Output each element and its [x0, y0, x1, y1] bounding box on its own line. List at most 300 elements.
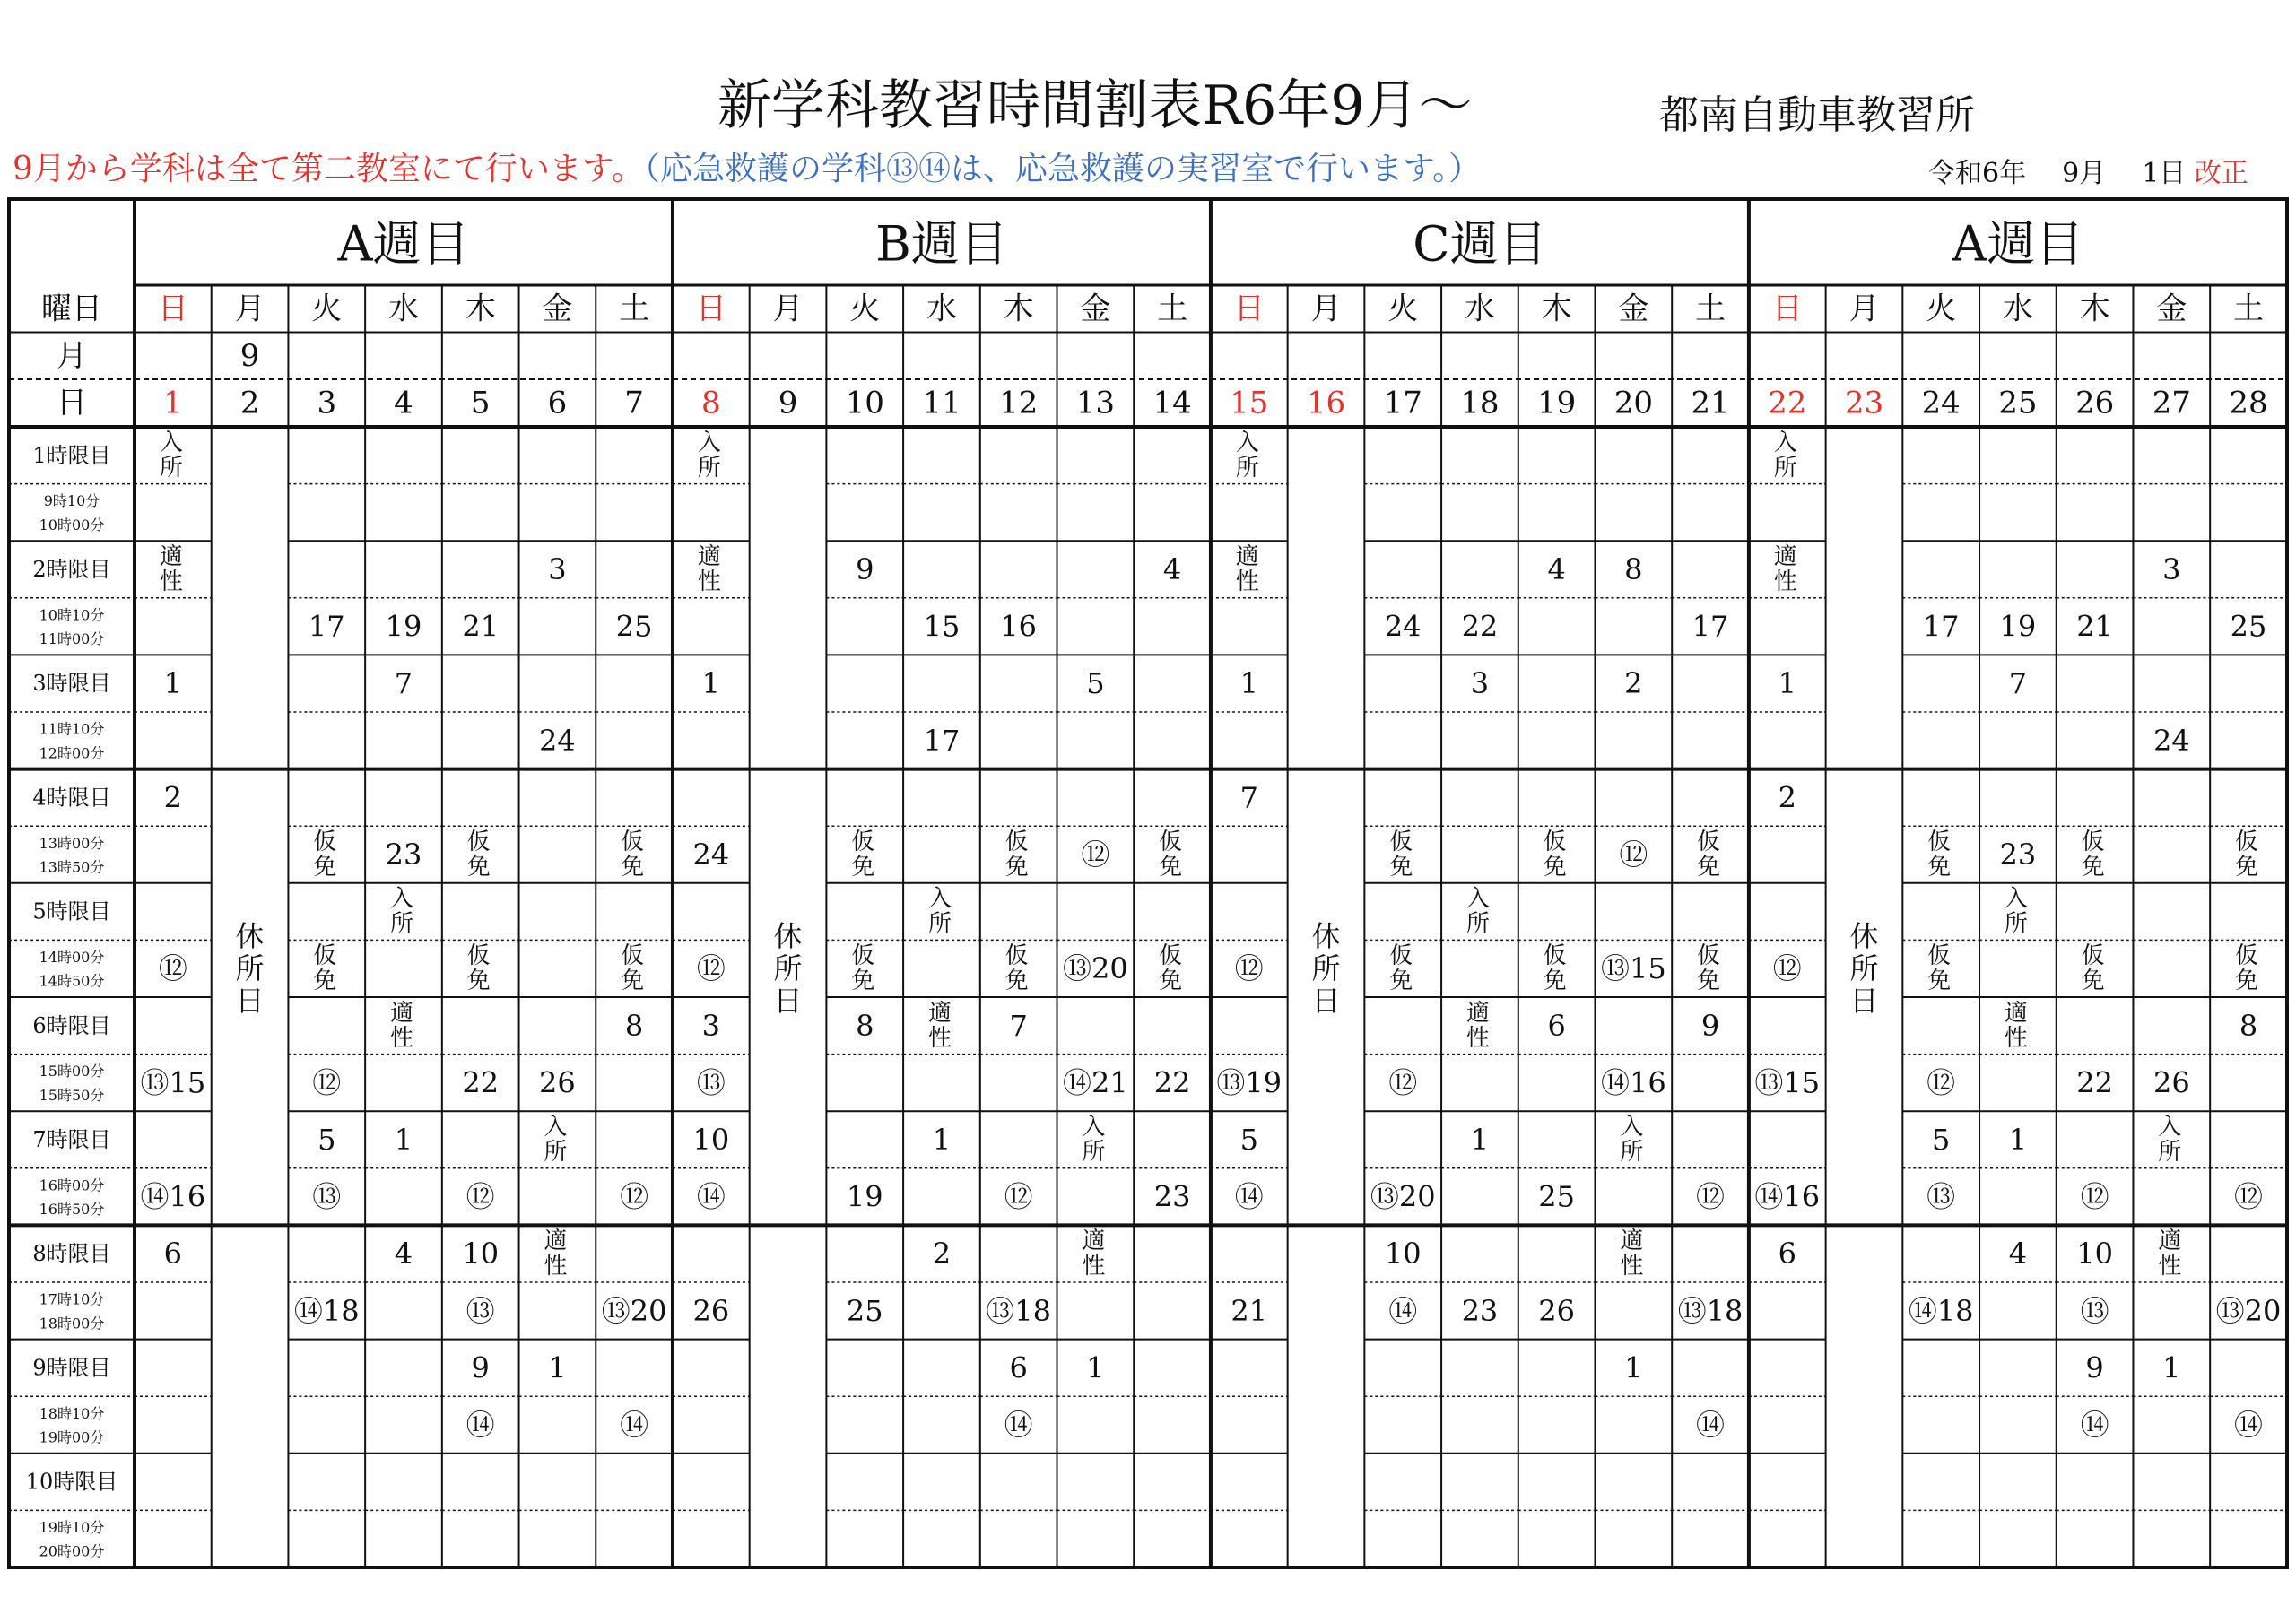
weekday-cell: 金 — [542, 291, 573, 327]
schedule-cell: ⑬18 — [986, 1293, 1052, 1328]
schedule-cell: 26 — [692, 1293, 730, 1328]
schedule-cell-stacked: 所 — [1082, 1139, 1106, 1166]
schedule-cell: 19 — [385, 609, 422, 644]
schedule-cell-stacked: 入 — [1235, 429, 1259, 456]
schedule-cell: 5 — [1239, 1123, 1258, 1157]
day-cell: 19 — [1537, 385, 1577, 421]
schedule-cell: 21 — [462, 609, 500, 644]
schedule-cell: ⑭16 — [1754, 1179, 1821, 1214]
period-start-time: 14時00分 — [39, 948, 105, 966]
schedule-cell: 10 — [462, 1237, 500, 1271]
schedule-cell: 3 — [1470, 666, 1490, 701]
schedule-cell-stacked: 仮 — [1697, 942, 1721, 970]
schedule-cell: ⑬15 — [140, 1065, 206, 1100]
schedule-cell-stacked: 入 — [927, 885, 952, 913]
closed-day-label: 日 — [773, 984, 803, 1019]
day-cell: 24 — [1921, 385, 1961, 421]
schedule-cell: ⑭ — [620, 1408, 649, 1442]
schedule-cell-stacked: 性 — [1235, 568, 1259, 595]
weekday-cell: 土 — [2233, 291, 2265, 327]
day-cell: 20 — [1613, 385, 1653, 421]
schedule-cell-stacked: 性 — [1465, 1024, 1490, 1052]
period-end-time: 10時00分 — [39, 516, 105, 534]
schedule-cell-stacked: 仮 — [621, 942, 645, 970]
day-cell: 27 — [2152, 385, 2191, 421]
schedule-cell-stacked: 免 — [1927, 968, 1952, 995]
schedule-cell: 1 — [163, 666, 183, 701]
page-title: 新学科教習時間割表R6年9月～ — [718, 74, 1473, 137]
schedule-cell: 7 — [1009, 1008, 1028, 1043]
revision-day: 1日 — [2142, 158, 2187, 189]
schedule-cell: 9 — [1700, 1008, 1720, 1043]
weekday-cell: 月 — [234, 291, 265, 327]
revision-era: 令和6年 — [1928, 158, 2027, 189]
day-row-label: 日 — [57, 385, 87, 421]
schedule-cell: ⑫ — [2080, 1179, 2109, 1214]
schedule-cell: 23 — [385, 838, 422, 872]
schedule-cell-stacked: 性 — [2004, 1024, 2028, 1052]
schedule-cell: 24 — [539, 723, 576, 758]
schedule-cell: ⑬20 — [1370, 1179, 1436, 1214]
schedule-cell: 1 — [1778, 666, 1796, 701]
schedule-cell-stacked: 適 — [159, 543, 183, 570]
schedule-cell-stacked: 仮 — [466, 942, 491, 970]
closed-day-label: 日 — [235, 984, 265, 1019]
schedule-cell: ⑭21 — [1063, 1065, 1128, 1100]
period-label: 4時限目 — [32, 785, 111, 811]
schedule-cell-stacked: 所 — [697, 454, 721, 482]
schedule-cell-stacked: 免 — [466, 968, 491, 995]
period-end-time: 18時00分 — [39, 1315, 105, 1332]
schedule-cell-stacked: 仮 — [851, 942, 875, 970]
day-cell: 13 — [1075, 385, 1116, 421]
schedule-cell-stacked: 適 — [927, 999, 952, 1027]
weekday-cell: 土 — [1695, 291, 1726, 327]
schedule-cell: 25 — [846, 1293, 883, 1328]
schedule-cell-stacked: 入 — [2004, 885, 2028, 913]
schedule-cell-stacked: 仮 — [2235, 829, 2259, 855]
day-cell: 2 — [239, 385, 260, 421]
schedule-cell-stacked: 免 — [2235, 854, 2259, 881]
weekday-cell: 月 — [1848, 291, 1880, 327]
schedule-cell: ⑫ — [620, 1179, 649, 1214]
schedule-cell-stacked: 仮 — [1543, 942, 1567, 970]
schedule-cell-stacked: 免 — [1927, 854, 1952, 881]
day-cell: 12 — [999, 385, 1039, 421]
schedule-cell-stacked: 仮 — [1004, 829, 1029, 855]
day-cell: 15 — [1230, 385, 1269, 421]
period-end-time: 13時50分 — [39, 858, 105, 876]
schedule-cell-stacked: 仮 — [1389, 942, 1413, 970]
schedule-cell: 21 — [2076, 609, 2113, 644]
schedule-cell-stacked: 仮 — [1004, 942, 1029, 970]
schedule-cell: 15 — [923, 609, 961, 644]
schedule-cell-stacked: 適 — [1620, 1228, 1644, 1255]
schedule-cell-stacked: 免 — [1159, 854, 1183, 881]
closed-day-label: 休 — [1849, 919, 1879, 954]
period-start-time: 11時10分 — [39, 720, 105, 738]
schedule-cell: 1 — [2162, 1350, 2181, 1385]
schedule-cell: ⑫ — [1772, 951, 1802, 986]
schedule-cell: 17 — [1922, 609, 1960, 644]
day-cell: 21 — [1691, 385, 1730, 421]
schedule-cell-stacked: 免 — [1389, 968, 1413, 995]
schedule-cell-stacked: 免 — [313, 854, 337, 881]
schedule-cell: 10 — [2076, 1237, 2113, 1271]
schedule-cell-stacked: 仮 — [1159, 829, 1183, 855]
schedule-cell: ⑭18 — [1908, 1293, 1974, 1328]
schedule-cell-stacked: 免 — [2081, 968, 2105, 995]
schedule-cell-stacked: 免 — [851, 854, 875, 881]
schedule-cell: ⑭ — [1004, 1408, 1033, 1442]
period-start-time: 15時00分 — [39, 1063, 105, 1081]
day-cell: 7 — [624, 385, 644, 421]
schedule-cell: 8 — [624, 1008, 644, 1043]
day-cell: 4 — [394, 385, 413, 421]
schedule-cell: ⑬ — [2080, 1293, 2109, 1328]
schedule-cell-stacked: 仮 — [851, 829, 875, 855]
schedule-cell-stacked: 入 — [2158, 1114, 2182, 1141]
notice-main: 9月から学科は全て第二教室にて行います。 — [13, 151, 645, 187]
schedule-cell: 1 — [701, 666, 721, 701]
schedule-cell: 19 — [846, 1179, 883, 1214]
schedule-cell: ⑬ — [312, 1179, 342, 1214]
schedule-cell: 8 — [2239, 1008, 2258, 1043]
schedule-cell-stacked: 入 — [544, 1114, 568, 1141]
week-label: A週目 — [337, 215, 470, 273]
schedule-cell: ⑫ — [1696, 1179, 1726, 1214]
closed-day-label: 所 — [773, 951, 803, 986]
schedule-cell: 9 — [471, 1350, 490, 1385]
schedule-cell-stacked: 入 — [1773, 429, 1797, 456]
schedule-cell-stacked: 仮 — [313, 829, 337, 855]
schedule-cell: 17 — [923, 723, 961, 758]
schedule-cell: 1 — [2008, 1123, 2028, 1157]
weekday-cell: 火 — [311, 291, 343, 327]
schedule-cell: 10 — [692, 1123, 730, 1157]
schedule-cell: ⑫ — [1926, 1065, 1956, 1100]
schedule-cell: 24 — [2152, 723, 2190, 758]
weekday-cell: 日 — [1233, 291, 1265, 327]
period-label: 10時限目 — [25, 1469, 118, 1495]
week-label: B週目 — [875, 215, 1008, 273]
weekday-cell: 金 — [1080, 291, 1111, 327]
schedule-cell-stacked: 適 — [389, 999, 413, 1027]
schedule-cell-stacked: 仮 — [621, 829, 645, 855]
schedule-cell-stacked: 性 — [927, 1024, 952, 1052]
weekday-cell: 月 — [772, 291, 804, 327]
schedule-cell: ⑫ — [465, 1179, 495, 1214]
schedule-cell: 6 — [1547, 1008, 1566, 1043]
schedule-cell-stacked: 所 — [544, 1139, 568, 1166]
schedule-cell-stacked: 免 — [621, 968, 645, 995]
schedule-cell: 19 — [1999, 609, 2037, 644]
period-end-time: 20時00分 — [39, 1542, 105, 1560]
schedule-cell: 16 — [1000, 609, 1038, 644]
period-label: 6時限目 — [32, 1012, 111, 1038]
schedule-cell: 4 — [2008, 1237, 2028, 1271]
schedule-cell-stacked: 免 — [621, 854, 645, 881]
schedule-cell-stacked: 免 — [2081, 854, 2105, 881]
schedule-cell: 24 — [692, 838, 730, 872]
schedule-cell: 24 — [1384, 609, 1422, 644]
schedule-cell: ⑭ — [1388, 1293, 1418, 1328]
schedule-cell: 4 — [1547, 552, 1566, 586]
schedule-cell-stacked: 入 — [697, 429, 721, 456]
period-start-time: 16時00分 — [39, 1176, 105, 1194]
schedule-cell-stacked: 仮 — [466, 829, 491, 855]
closed-day-label: 休 — [1311, 919, 1341, 954]
schedule-cell: 5 — [317, 1123, 336, 1157]
period-end-time: 16時50分 — [39, 1201, 105, 1219]
schedule-cell: 7 — [394, 666, 413, 701]
schedule-cell: 22 — [1461, 609, 1499, 644]
schedule-cell: 3 — [548, 552, 567, 586]
schedule-cell-stacked: 適 — [544, 1228, 568, 1255]
schedule-cell-stacked: 適 — [2158, 1228, 2182, 1255]
schedule-cell-stacked: 性 — [697, 568, 721, 595]
period-end-time: 14時50分 — [39, 972, 105, 990]
closed-day-label: 所 — [235, 951, 265, 986]
period-label: 2時限目 — [32, 557, 111, 582]
schedule-cell: 10 — [1384, 1237, 1422, 1271]
schedule-cell-stacked: 免 — [851, 968, 875, 995]
period-start-time: 19時10分 — [39, 1518, 105, 1536]
schedule-cell: ⑫ — [312, 1065, 342, 1100]
weekday-cell: 木 — [1541, 291, 1572, 327]
day-cell: 3 — [317, 385, 337, 421]
schedule-cell: 7 — [1239, 780, 1258, 815]
schedule-cell: ⑬15 — [1600, 951, 1666, 986]
weekday-cell: 火 — [1926, 291, 1957, 327]
month-row-label: 月 — [57, 337, 87, 374]
period-label: 5時限目 — [32, 898, 111, 924]
period-start-time: 10時10分 — [39, 606, 105, 624]
weekday-cell: 水 — [2002, 291, 2033, 327]
schedule-cell: ⑫ — [1619, 838, 1648, 872]
weekday-cell: 火 — [849, 291, 881, 327]
schedule-cell: ⑬15 — [1754, 1065, 1821, 1100]
schedule-cell: 2 — [163, 780, 183, 815]
closed-day-label: 休 — [235, 919, 265, 954]
period-end-time: 12時00分 — [39, 744, 105, 762]
day-cell: 5 — [470, 385, 491, 421]
schedule-cell: ⑭ — [1234, 1179, 1264, 1214]
schedule-cell-stacked: 仮 — [2235, 942, 2259, 970]
schedule-cell-stacked: 所 — [2158, 1139, 2182, 1166]
schedule-cell: 3 — [701, 1008, 721, 1043]
schedule-cell: 1 — [932, 1123, 952, 1157]
schedule-cell: 6 — [1778, 1237, 1796, 1271]
schedule-cell: 25 — [2230, 609, 2267, 644]
period-label: 9時限目 — [32, 1355, 111, 1381]
schedule-cell: 26 — [2152, 1065, 2190, 1100]
schedule-cell: 4 — [394, 1237, 413, 1271]
day-cell: 23 — [1844, 385, 1884, 421]
schedule-cell: ⑫ — [158, 951, 187, 986]
schedule-cell: 2 — [1624, 666, 1643, 701]
schedule-cell-stacked: 免 — [313, 968, 337, 995]
schedule-cell-stacked: 所 — [927, 910, 952, 938]
schedule-cell: 17 — [1692, 609, 1729, 644]
schedule-cell-stacked: 性 — [2158, 1253, 2182, 1280]
week-label: A週目 — [1952, 215, 2084, 273]
schedule-cell: ⑫ — [1388, 1065, 1418, 1100]
schedule-cell-stacked: 免 — [1697, 968, 1721, 995]
weekday-cell: 水 — [926, 291, 957, 327]
closed-day-label: 所 — [1849, 951, 1879, 986]
schedule-cell: 1 — [548, 1350, 567, 1385]
period-start-time: 17時10分 — [39, 1290, 105, 1308]
schedule-cell: ⑬19 — [1216, 1065, 1283, 1100]
schedule-cell: ⑭ — [2234, 1408, 2264, 1442]
weekday-cell: 水 — [387, 291, 419, 327]
schedule-cell: 25 — [1538, 1179, 1575, 1214]
day-cell: 17 — [1383, 385, 1422, 421]
schedule-cell: ⑫ — [1004, 1179, 1033, 1214]
day-cell: 25 — [1998, 385, 2038, 421]
schedule-cell: 9 — [856, 552, 874, 586]
notice-first-aid: （応急救護の学科⑬⑭は、応急救護の実習室で行います。） — [644, 151, 1482, 187]
period-label: 8時限目 — [32, 1241, 111, 1267]
schedule-cell: ⑭ — [465, 1408, 495, 1442]
schedule-cell: 8 — [856, 1008, 874, 1043]
weekday-cell: 木 — [1003, 291, 1034, 327]
schedule-cell: 23 — [1153, 1179, 1191, 1214]
schedule-cell: 22 — [2076, 1065, 2113, 1100]
weekday-cell: 日 — [1771, 291, 1803, 327]
day-cell: 22 — [1768, 385, 1807, 421]
closed-day-label: 休 — [773, 919, 803, 954]
schedule-cell: ⑫ — [1234, 951, 1264, 986]
schedule-cell-stacked: 仮 — [2081, 829, 2105, 855]
schedule-cell: 26 — [1538, 1293, 1575, 1328]
weekday-row-label: 曜日 — [41, 291, 102, 327]
weekday-cell: 木 — [2079, 291, 2110, 327]
schedule-cell-stacked: 仮 — [1927, 942, 1952, 970]
revision-tag: 改正 — [2194, 158, 2248, 189]
schedule-cell: 1 — [1086, 1350, 1105, 1385]
day-cell: 14 — [1152, 385, 1192, 421]
day-cell: 1 — [163, 385, 183, 421]
schedule-cell-stacked: 適 — [1082, 1228, 1106, 1255]
schedule-cell: 1 — [1239, 666, 1258, 701]
day-cell: 16 — [1306, 385, 1346, 421]
schedule-cell-stacked: 適 — [1773, 543, 1797, 570]
schedule-cell-stacked: 適 — [697, 543, 721, 570]
schedule-cell-stacked: 適 — [1465, 999, 1490, 1027]
schedule-cell: 26 — [539, 1065, 576, 1100]
day-cell: 9 — [778, 385, 798, 421]
schedule-cell-stacked: 性 — [159, 568, 183, 595]
weekday-cell: 金 — [2156, 291, 2187, 327]
day-cell: 11 — [922, 385, 961, 421]
weekday-cell: 月 — [1310, 291, 1342, 327]
period-end-time: 15時50分 — [39, 1086, 105, 1104]
schedule-cell-stacked: 所 — [1620, 1139, 1644, 1166]
weekday-cell: 土 — [619, 291, 650, 327]
schedule-cell-stacked: 免 — [1697, 854, 1721, 881]
schedule-cell-stacked: 所 — [2004, 910, 2028, 938]
period-label: 1時限目 — [32, 442, 111, 468]
schedule-cell: 21 — [1231, 1293, 1268, 1328]
schedule-cell: 7 — [2008, 666, 2028, 701]
schedule-cell: 22 — [462, 1065, 500, 1100]
day-cell: 10 — [845, 385, 884, 421]
period-label: 3時限目 — [32, 671, 111, 697]
schedule-cell-stacked: 免 — [466, 854, 491, 881]
schedule-cell-stacked: 免 — [2235, 968, 2259, 995]
schedule-cell: ⑬18 — [1677, 1293, 1744, 1328]
weekday-cell: 金 — [1618, 291, 1649, 327]
schedule-cell: ⑬ — [1926, 1179, 1956, 1214]
schedule-cell-stacked: 免 — [1543, 968, 1567, 995]
schedule-cell-stacked: 仮 — [2081, 942, 2105, 970]
schedule-cell-stacked: 所 — [389, 910, 413, 938]
weekday-cell: 火 — [1387, 291, 1419, 327]
day-cell: 18 — [1460, 385, 1500, 421]
period-end-time: 11時00分 — [39, 630, 105, 648]
schedule-cell-stacked: 仮 — [1389, 829, 1413, 855]
schedule-cell: 25 — [615, 609, 653, 644]
schedule-cell: 6 — [1009, 1350, 1028, 1385]
schedule-cell-stacked: 仮 — [1697, 829, 1721, 855]
schedule-cell: ⑬20 — [601, 1293, 667, 1328]
period-start-time: 18時10分 — [39, 1404, 105, 1422]
schedule-cell-stacked: 免 — [1159, 968, 1183, 995]
schedule-cell: 23 — [1461, 1293, 1499, 1328]
closed-day-label: 日 — [1311, 984, 1341, 1019]
day-cell: 28 — [2229, 385, 2268, 421]
schedule-cell: ⑫ — [2234, 1179, 2264, 1214]
schedule-cell: 1 — [394, 1123, 413, 1157]
weekday-cell: 土 — [1157, 291, 1188, 327]
schedule-cell: 1 — [1470, 1123, 1490, 1157]
closed-day-label: 所 — [1311, 951, 1341, 986]
schedule-cell-stacked: 免 — [1004, 854, 1029, 881]
schedule-cell: ⑭16 — [140, 1179, 206, 1214]
schedule-cell-stacked: 所 — [1773, 454, 1797, 482]
day-cell: 6 — [547, 385, 568, 421]
schedule-cell-stacked: 所 — [159, 454, 183, 482]
schedule-cell-stacked: 仮 — [1159, 942, 1183, 970]
period-start-time: 13時00分 — [39, 834, 105, 852]
schedule-cell: ⑫ — [696, 951, 726, 986]
schedule-cell-stacked: 仮 — [1927, 829, 1952, 855]
schedule-cell: 2 — [932, 1237, 952, 1271]
weekday-cell: 日 — [157, 291, 188, 327]
schedule-cell-stacked: 仮 — [313, 942, 337, 970]
closed-day-label: 日 — [1849, 984, 1879, 1019]
schedule-cell: 1 — [1624, 1350, 1643, 1385]
period-label: 7時限目 — [32, 1127, 111, 1152]
schedule-cell: 4 — [1162, 552, 1182, 586]
schedule-cell: ⑭ — [1696, 1408, 1726, 1442]
month-cell: 9 — [239, 337, 260, 374]
schedule-cell-stacked: 免 — [1389, 854, 1413, 881]
schedule-cell: 8 — [1624, 552, 1643, 586]
schedule-cell: 3 — [2162, 552, 2181, 586]
revision-month: 9月 — [2062, 158, 2107, 189]
schedule-cell: 5 — [1932, 1123, 1951, 1157]
schedule-cell-stacked: 所 — [1235, 454, 1259, 482]
schedule-cell: ⑭16 — [1600, 1065, 1666, 1100]
schedule-cell: ⑭ — [696, 1179, 726, 1214]
schedule-cell: 17 — [308, 609, 345, 644]
weekday-cell: 木 — [465, 291, 496, 327]
schedule-cell-stacked: 性 — [1082, 1253, 1106, 1280]
schedule-cell: 2 — [1778, 780, 1796, 815]
